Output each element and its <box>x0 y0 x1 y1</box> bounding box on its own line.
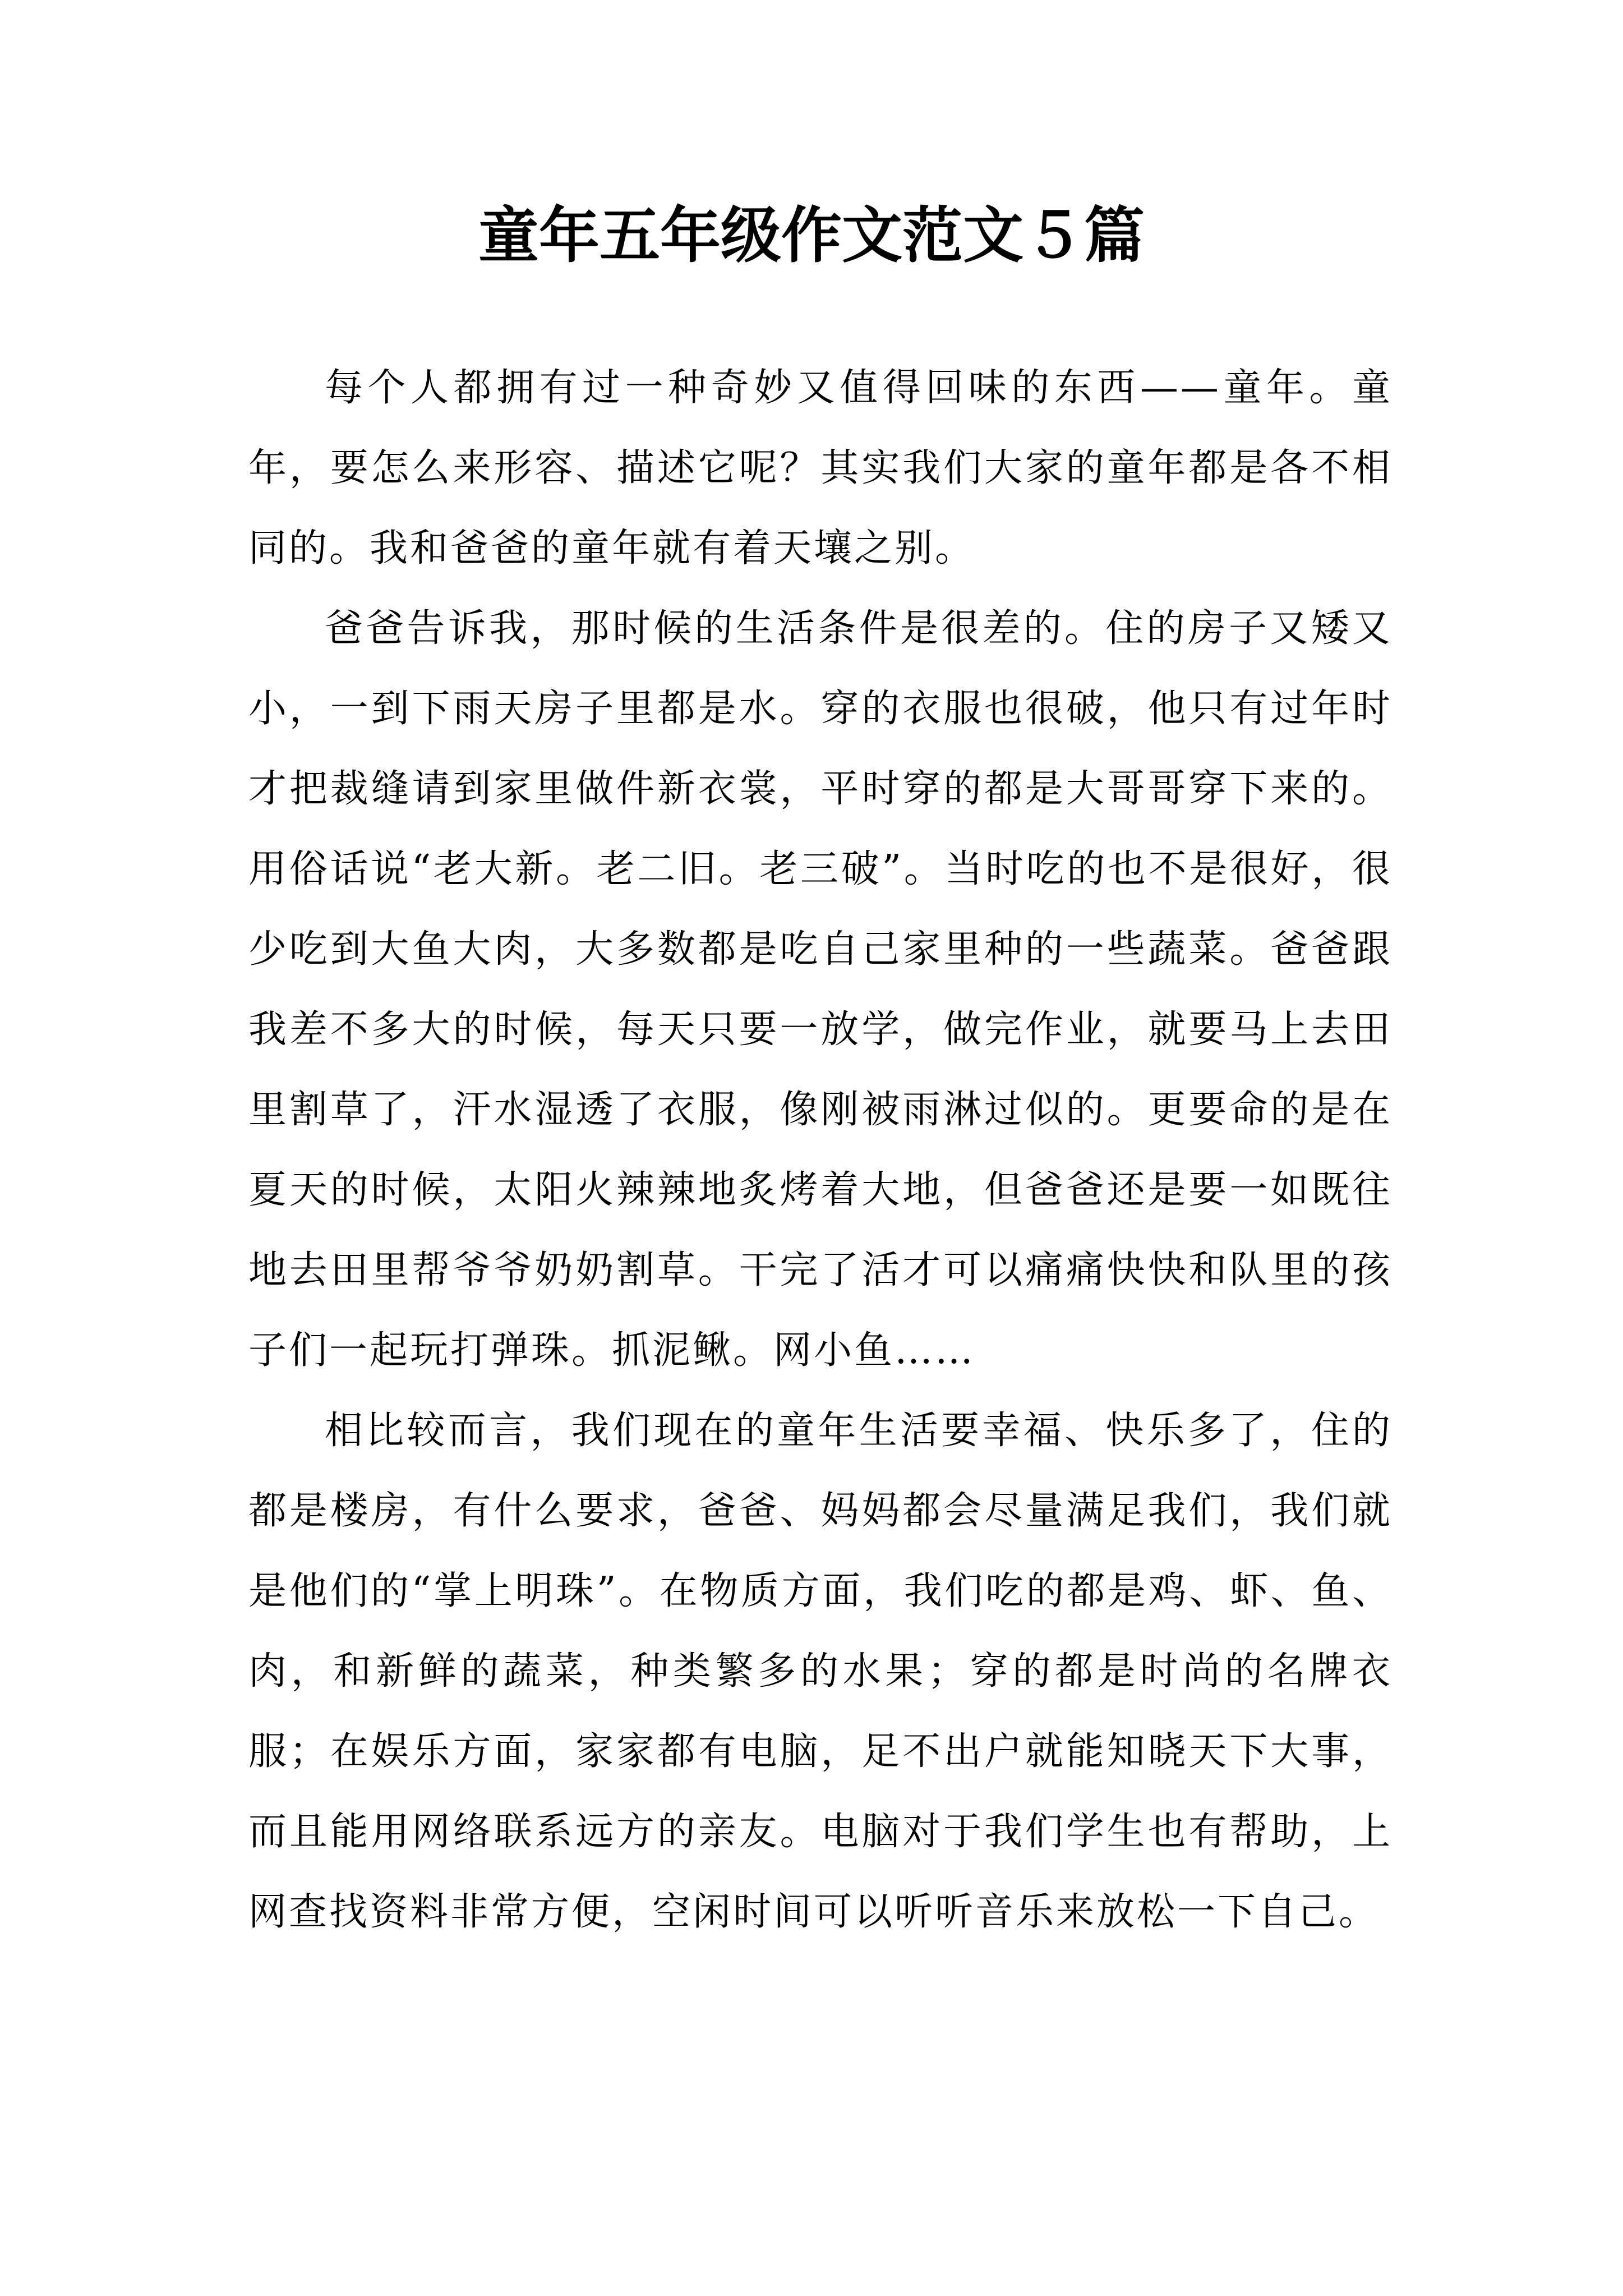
document-title: 童年五年级作文范文５篇 <box>478 200 1145 271</box>
document-body <box>248 348 1393 1952</box>
paragraph-1: 每个人都拥有过一种奇妙又值得回味的东西——童年。童年，要怎么来形容、描述它呢？其实我们大家的童年都是各不相同的。我和爸爸的童年就有着天壤之别。 <box>248 366 1393 570</box>
paragraph-2: 爸爸告诉我，那时候的生活条件是很差的。住的房子又矮又小，一到下雨天房子里都是水。穿的衣服也很破，他只有过年时才把裁缝请到家里做件新衣裳，平时穿的都是大哥哥穿下来的。用俗话说“老大新。老二旧。老三破”。当时吃的也不是很好，很少吃到大鱼大肉，大多数都是吃自己家里种的一些蔬菜。爸爸跟我差不多大的时候，每天只要一放学，做完作业，就要马上去田里割草了，汗水湿透了衣服，像刚被雨淋过似的。更要命的是在夏天的时候，太阳火辣辣地炙烤着大地，但爸爸还是要一如既往地去田里帮爷爷奶奶割草。干完了活才可以痛痛快快和队里的孩子们一起玩打弹珠。抓泥鳅。网小鱼…… <box>248 606 1393 1373</box>
paragraph-3: 相比较而言，我们现在的童年生活要幸福、快乐多了，住的都是楼房，有什么要求，爸爸、妈妈都会尽量满足我们，我们就是他们的“掌上明珠”。在物质方面，我们吃的都是鸡、虾、鱼、肉，和新鲜的蔬菜，种类繁多的水果；穿的都是时尚的名牌衣服；在娱乐方面，家家都有电脑，足不出户就能知晓天下大事，而且能用网络联系远方的亲友。电脑对于我们学生也有帮助，上网查找资料非常方便，空闲时间可以听听音乐来放松一下自己。 <box>248 1409 1393 1934</box>
